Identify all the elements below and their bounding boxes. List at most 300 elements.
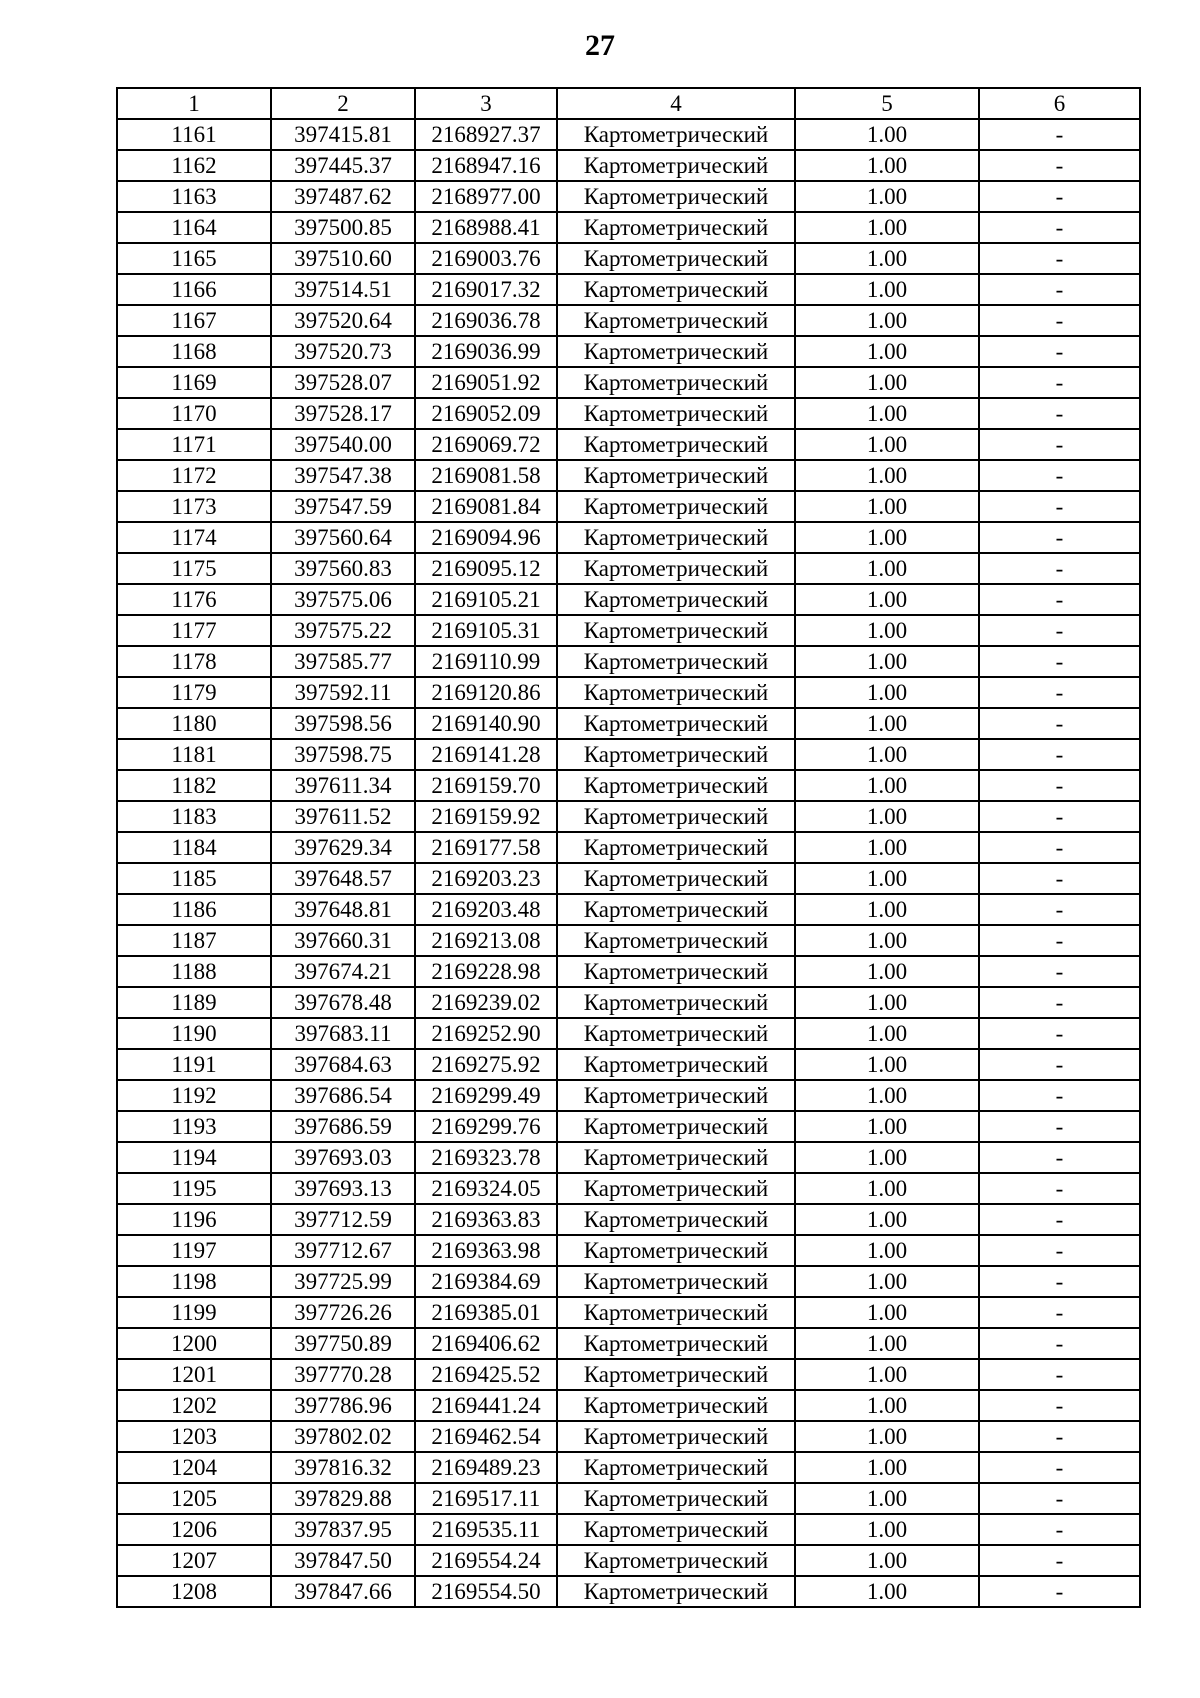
table-row bbox=[117, 1359, 1140, 1390]
accuracy-cell: 1.00 bbox=[795, 119, 979, 150]
method-cell: Картометрический bbox=[557, 956, 795, 987]
column-header-4: 4 bbox=[557, 88, 795, 119]
x-coordinate-cell: 397693.13 bbox=[271, 1173, 415, 1204]
accuracy-cell: 1.00 bbox=[795, 1390, 979, 1421]
table-row bbox=[117, 460, 1140, 491]
y-coordinate-cell: 2169105.21 bbox=[415, 584, 557, 615]
x-coordinate-cell: 397585.77 bbox=[271, 646, 415, 677]
description-cell: - bbox=[979, 739, 1140, 770]
point-number-cell: 1200 bbox=[117, 1328, 271, 1359]
accuracy-cell: 1.00 bbox=[795, 1142, 979, 1173]
y-coordinate-cell: 2169299.49 bbox=[415, 1080, 557, 1111]
description-cell: - bbox=[979, 1297, 1140, 1328]
point-number-cell: 1174 bbox=[117, 522, 271, 553]
accuracy-cell: 1.00 bbox=[795, 1204, 979, 1235]
x-coordinate-cell: 397816.32 bbox=[271, 1452, 415, 1483]
table-row bbox=[117, 1204, 1140, 1235]
table-row bbox=[117, 1173, 1140, 1204]
method-cell: Картометрический bbox=[557, 1514, 795, 1545]
description-cell: - bbox=[979, 181, 1140, 212]
description-cell: - bbox=[979, 243, 1140, 274]
accuracy-cell: 1.00 bbox=[795, 677, 979, 708]
description-cell: - bbox=[979, 305, 1140, 336]
y-coordinate-cell: 2169036.99 bbox=[415, 336, 557, 367]
point-number-cell: 1204 bbox=[117, 1452, 271, 1483]
method-cell: Картометрический bbox=[557, 367, 795, 398]
table-row bbox=[117, 522, 1140, 553]
description-cell: - bbox=[979, 1080, 1140, 1111]
x-coordinate-cell: 397660.31 bbox=[271, 925, 415, 956]
description-cell: - bbox=[979, 1328, 1140, 1359]
y-coordinate-cell: 2169425.52 bbox=[415, 1359, 557, 1390]
method-cell: Картометрический bbox=[557, 305, 795, 336]
method-cell: Картометрический bbox=[557, 460, 795, 491]
description-cell: - bbox=[979, 894, 1140, 925]
table-row bbox=[117, 832, 1140, 863]
table-row bbox=[117, 274, 1140, 305]
description-cell: - bbox=[979, 336, 1140, 367]
y-coordinate-cell: 2169517.11 bbox=[415, 1483, 557, 1514]
method-cell: Картометрический bbox=[557, 987, 795, 1018]
point-number-cell: 1171 bbox=[117, 429, 271, 460]
accuracy-cell: 1.00 bbox=[795, 739, 979, 770]
description-cell: - bbox=[979, 1359, 1140, 1390]
table-row bbox=[117, 553, 1140, 584]
method-cell: Картометрический bbox=[557, 1483, 795, 1514]
point-number-cell: 1201 bbox=[117, 1359, 271, 1390]
method-cell: Картометрический bbox=[557, 212, 795, 243]
y-coordinate-cell: 2169462.54 bbox=[415, 1421, 557, 1452]
table-row bbox=[117, 1235, 1140, 1266]
point-number-cell: 1193 bbox=[117, 1111, 271, 1142]
table-row bbox=[117, 1576, 1140, 1607]
description-cell: - bbox=[979, 1266, 1140, 1297]
description-cell: - bbox=[979, 553, 1140, 584]
table-row bbox=[117, 801, 1140, 832]
description-cell: - bbox=[979, 1452, 1140, 1483]
accuracy-cell: 1.00 bbox=[795, 305, 979, 336]
method-cell: Картометрический bbox=[557, 1297, 795, 1328]
point-number-cell: 1170 bbox=[117, 398, 271, 429]
x-coordinate-cell: 397712.67 bbox=[271, 1235, 415, 1266]
y-coordinate-cell: 2169535.11 bbox=[415, 1514, 557, 1545]
y-coordinate-cell: 2169140.90 bbox=[415, 708, 557, 739]
table-row bbox=[117, 119, 1140, 150]
point-number-cell: 1186 bbox=[117, 894, 271, 925]
method-cell: Картометрический bbox=[557, 615, 795, 646]
table-row bbox=[117, 491, 1140, 522]
description-cell: - bbox=[979, 1576, 1140, 1607]
x-coordinate-cell: 397500.85 bbox=[271, 212, 415, 243]
description-cell: - bbox=[979, 832, 1140, 863]
table-row bbox=[117, 1328, 1140, 1359]
point-number-cell: 1192 bbox=[117, 1080, 271, 1111]
description-cell: - bbox=[979, 1514, 1140, 1545]
column-header-6: 6 bbox=[979, 88, 1140, 119]
description-cell: - bbox=[979, 119, 1140, 150]
point-number-cell: 1191 bbox=[117, 1049, 271, 1080]
y-coordinate-cell: 2169228.98 bbox=[415, 956, 557, 987]
method-cell: Картометрический bbox=[557, 1390, 795, 1421]
method-cell: Картометрический bbox=[557, 1080, 795, 1111]
y-coordinate-cell: 2169177.58 bbox=[415, 832, 557, 863]
accuracy-cell: 1.00 bbox=[795, 1235, 979, 1266]
description-cell: - bbox=[979, 367, 1140, 398]
point-number-cell: 1165 bbox=[117, 243, 271, 274]
x-coordinate-cell: 397686.54 bbox=[271, 1080, 415, 1111]
point-number-cell: 1176 bbox=[117, 584, 271, 615]
table-row bbox=[117, 708, 1140, 739]
table-row bbox=[117, 429, 1140, 460]
table-row bbox=[117, 646, 1140, 677]
method-cell: Картометрический bbox=[557, 863, 795, 894]
x-coordinate-cell: 397837.95 bbox=[271, 1514, 415, 1545]
y-coordinate-cell: 2169252.90 bbox=[415, 1018, 557, 1049]
y-coordinate-cell: 2169239.02 bbox=[415, 987, 557, 1018]
accuracy-cell: 1.00 bbox=[795, 925, 979, 956]
point-number-cell: 1162 bbox=[117, 150, 271, 181]
x-coordinate-cell: 397712.59 bbox=[271, 1204, 415, 1235]
description-cell: - bbox=[979, 522, 1140, 553]
accuracy-cell: 1.00 bbox=[795, 894, 979, 925]
table-row bbox=[117, 1514, 1140, 1545]
description-cell: - bbox=[979, 460, 1140, 491]
x-coordinate-cell: 397648.57 bbox=[271, 863, 415, 894]
x-coordinate-cell: 397560.83 bbox=[271, 553, 415, 584]
x-coordinate-cell: 397415.81 bbox=[271, 119, 415, 150]
x-coordinate-cell: 397725.99 bbox=[271, 1266, 415, 1297]
point-number-cell: 1169 bbox=[117, 367, 271, 398]
x-coordinate-cell: 397611.52 bbox=[271, 801, 415, 832]
accuracy-cell: 1.00 bbox=[795, 1328, 979, 1359]
table-row bbox=[117, 1049, 1140, 1080]
x-coordinate-cell: 397683.11 bbox=[271, 1018, 415, 1049]
coordinates-table bbox=[116, 87, 1141, 1608]
y-coordinate-cell: 2169094.96 bbox=[415, 522, 557, 553]
description-cell: - bbox=[979, 770, 1140, 801]
column-header-1: 1 bbox=[117, 88, 271, 119]
method-cell: Картометрический bbox=[557, 429, 795, 460]
method-cell: Картометрический bbox=[557, 894, 795, 925]
accuracy-cell: 1.00 bbox=[795, 336, 979, 367]
method-cell: Картометрический bbox=[557, 243, 795, 274]
table-row bbox=[117, 1390, 1140, 1421]
accuracy-cell: 1.00 bbox=[795, 1018, 979, 1049]
y-coordinate-cell: 2169299.76 bbox=[415, 1111, 557, 1142]
method-cell: Картометрический bbox=[557, 1173, 795, 1204]
x-coordinate-cell: 397829.88 bbox=[271, 1483, 415, 1514]
table-row bbox=[117, 1111, 1140, 1142]
accuracy-cell: 1.00 bbox=[795, 1545, 979, 1576]
x-coordinate-cell: 397547.59 bbox=[271, 491, 415, 522]
accuracy-cell: 1.00 bbox=[795, 429, 979, 460]
table-row bbox=[117, 1018, 1140, 1049]
description-cell: - bbox=[979, 1545, 1140, 1576]
x-coordinate-cell: 397693.03 bbox=[271, 1142, 415, 1173]
point-number-cell: 1202 bbox=[117, 1390, 271, 1421]
method-cell: Картометрический bbox=[557, 584, 795, 615]
accuracy-cell: 1.00 bbox=[795, 522, 979, 553]
accuracy-cell: 1.00 bbox=[795, 553, 979, 584]
point-number-cell: 1161 bbox=[117, 119, 271, 150]
y-coordinate-cell: 2169081.84 bbox=[415, 491, 557, 522]
accuracy-cell: 1.00 bbox=[795, 801, 979, 832]
point-number-cell: 1182 bbox=[117, 770, 271, 801]
y-coordinate-cell: 2169095.12 bbox=[415, 553, 557, 584]
point-number-cell: 1189 bbox=[117, 987, 271, 1018]
y-coordinate-cell: 2168947.16 bbox=[415, 150, 557, 181]
table-row bbox=[117, 615, 1140, 646]
method-cell: Картометрический bbox=[557, 1328, 795, 1359]
accuracy-cell: 1.00 bbox=[795, 1049, 979, 1080]
y-coordinate-cell: 2169110.99 bbox=[415, 646, 557, 677]
table-row bbox=[117, 367, 1140, 398]
x-coordinate-cell: 397598.75 bbox=[271, 739, 415, 770]
accuracy-cell: 1.00 bbox=[795, 150, 979, 181]
accuracy-cell: 1.00 bbox=[795, 274, 979, 305]
page-number: 27 bbox=[585, 29, 615, 62]
y-coordinate-cell: 2169203.48 bbox=[415, 894, 557, 925]
x-coordinate-cell: 397847.50 bbox=[271, 1545, 415, 1576]
x-coordinate-cell: 397528.17 bbox=[271, 398, 415, 429]
x-coordinate-cell: 397547.38 bbox=[271, 460, 415, 491]
accuracy-cell: 1.00 bbox=[795, 1173, 979, 1204]
table-row bbox=[117, 739, 1140, 770]
table-row bbox=[117, 956, 1140, 987]
description-cell: - bbox=[979, 646, 1140, 677]
method-cell: Картометрический bbox=[557, 181, 795, 212]
accuracy-cell: 1.00 bbox=[795, 1111, 979, 1142]
point-number-cell: 1196 bbox=[117, 1204, 271, 1235]
accuracy-cell: 1.00 bbox=[795, 1297, 979, 1328]
y-coordinate-cell: 2169489.23 bbox=[415, 1452, 557, 1483]
method-cell: Картометрический bbox=[557, 1142, 795, 1173]
x-coordinate-cell: 397520.73 bbox=[271, 336, 415, 367]
point-number-cell: 1203 bbox=[117, 1421, 271, 1452]
method-cell: Картометрический bbox=[557, 1545, 795, 1576]
point-number-cell: 1190 bbox=[117, 1018, 271, 1049]
accuracy-cell: 1.00 bbox=[795, 398, 979, 429]
table-row bbox=[117, 1297, 1140, 1328]
table-row bbox=[117, 987, 1140, 1018]
y-coordinate-cell: 2169120.86 bbox=[415, 677, 557, 708]
accuracy-cell: 1.00 bbox=[795, 1266, 979, 1297]
accuracy-cell: 1.00 bbox=[795, 1452, 979, 1483]
description-cell: - bbox=[979, 1173, 1140, 1204]
point-number-cell: 1208 bbox=[117, 1576, 271, 1607]
table-row bbox=[117, 770, 1140, 801]
column-header-2: 2 bbox=[271, 88, 415, 119]
table-row bbox=[117, 1080, 1140, 1111]
description-cell: - bbox=[979, 491, 1140, 522]
table-row bbox=[117, 863, 1140, 894]
table-header-row bbox=[117, 88, 1140, 119]
description-cell: - bbox=[979, 429, 1140, 460]
description-cell: - bbox=[979, 1235, 1140, 1266]
y-coordinate-cell: 2168988.41 bbox=[415, 212, 557, 243]
table-row bbox=[117, 150, 1140, 181]
description-cell: - bbox=[979, 584, 1140, 615]
accuracy-cell: 1.00 bbox=[795, 491, 979, 522]
point-number-cell: 1188 bbox=[117, 956, 271, 987]
point-number-cell: 1184 bbox=[117, 832, 271, 863]
x-coordinate-cell: 397560.64 bbox=[271, 522, 415, 553]
accuracy-cell: 1.00 bbox=[795, 1483, 979, 1514]
accuracy-cell: 1.00 bbox=[795, 863, 979, 894]
x-coordinate-cell: 397487.62 bbox=[271, 181, 415, 212]
x-coordinate-cell: 397629.34 bbox=[271, 832, 415, 863]
y-coordinate-cell: 2169554.50 bbox=[415, 1576, 557, 1607]
method-cell: Картометрический bbox=[557, 398, 795, 429]
point-number-cell: 1172 bbox=[117, 460, 271, 491]
x-coordinate-cell: 397802.02 bbox=[271, 1421, 415, 1452]
description-cell: - bbox=[979, 801, 1140, 832]
method-cell: Картометрический bbox=[557, 150, 795, 181]
accuracy-cell: 1.00 bbox=[795, 646, 979, 677]
accuracy-cell: 1.00 bbox=[795, 1421, 979, 1452]
y-coordinate-cell: 2169323.78 bbox=[415, 1142, 557, 1173]
method-cell: Картометрический bbox=[557, 1018, 795, 1049]
table-row bbox=[117, 1266, 1140, 1297]
y-coordinate-cell: 2169385.01 bbox=[415, 1297, 557, 1328]
method-cell: Картометрический bbox=[557, 553, 795, 584]
point-number-cell: 1199 bbox=[117, 1297, 271, 1328]
point-number-cell: 1178 bbox=[117, 646, 271, 677]
table-row bbox=[117, 584, 1140, 615]
x-coordinate-cell: 397598.56 bbox=[271, 708, 415, 739]
y-coordinate-cell: 2169554.24 bbox=[415, 1545, 557, 1576]
point-number-cell: 1197 bbox=[117, 1235, 271, 1266]
point-number-cell: 1185 bbox=[117, 863, 271, 894]
description-cell: - bbox=[979, 615, 1140, 646]
table-row bbox=[117, 398, 1140, 429]
method-cell: Картометрический bbox=[557, 832, 795, 863]
method-cell: Картометрический bbox=[557, 677, 795, 708]
y-coordinate-cell: 2169363.83 bbox=[415, 1204, 557, 1235]
accuracy-cell: 1.00 bbox=[795, 956, 979, 987]
method-cell: Картометрический bbox=[557, 1452, 795, 1483]
point-number-cell: 1180 bbox=[117, 708, 271, 739]
point-number-cell: 1206 bbox=[117, 1514, 271, 1545]
x-coordinate-cell: 397575.06 bbox=[271, 584, 415, 615]
table-row bbox=[117, 1483, 1140, 1514]
y-coordinate-cell: 2169363.98 bbox=[415, 1235, 557, 1266]
point-number-cell: 1164 bbox=[117, 212, 271, 243]
method-cell: Картометрический bbox=[557, 1266, 795, 1297]
point-number-cell: 1187 bbox=[117, 925, 271, 956]
accuracy-cell: 1.00 bbox=[795, 1080, 979, 1111]
method-cell: Картометрический bbox=[557, 1359, 795, 1390]
method-cell: Картометрический bbox=[557, 739, 795, 770]
table-row bbox=[117, 243, 1140, 274]
y-coordinate-cell: 2169141.28 bbox=[415, 739, 557, 770]
x-coordinate-cell: 397592.11 bbox=[271, 677, 415, 708]
point-number-cell: 1205 bbox=[117, 1483, 271, 1514]
description-cell: - bbox=[979, 1204, 1140, 1235]
accuracy-cell: 1.00 bbox=[795, 181, 979, 212]
x-coordinate-cell: 397514.51 bbox=[271, 274, 415, 305]
point-number-cell: 1194 bbox=[117, 1142, 271, 1173]
description-cell: - bbox=[979, 212, 1140, 243]
point-number-cell: 1177 bbox=[117, 615, 271, 646]
method-cell: Картометрический bbox=[557, 646, 795, 677]
x-coordinate-cell: 397750.89 bbox=[271, 1328, 415, 1359]
x-coordinate-cell: 397684.63 bbox=[271, 1049, 415, 1080]
description-cell: - bbox=[979, 863, 1140, 894]
accuracy-cell: 1.00 bbox=[795, 1359, 979, 1390]
table-row bbox=[117, 1142, 1140, 1173]
y-coordinate-cell: 2169213.08 bbox=[415, 925, 557, 956]
description-cell: - bbox=[979, 925, 1140, 956]
table-row bbox=[117, 212, 1140, 243]
x-coordinate-cell: 397686.59 bbox=[271, 1111, 415, 1142]
y-coordinate-cell: 2169203.23 bbox=[415, 863, 557, 894]
table-row bbox=[117, 336, 1140, 367]
accuracy-cell: 1.00 bbox=[795, 1514, 979, 1545]
point-number-cell: 1163 bbox=[117, 181, 271, 212]
accuracy-cell: 1.00 bbox=[795, 584, 979, 615]
x-coordinate-cell: 397528.07 bbox=[271, 367, 415, 398]
accuracy-cell: 1.00 bbox=[795, 987, 979, 1018]
method-cell: Картометрический bbox=[557, 801, 795, 832]
y-coordinate-cell: 2169081.58 bbox=[415, 460, 557, 491]
point-number-cell: 1168 bbox=[117, 336, 271, 367]
accuracy-cell: 1.00 bbox=[795, 832, 979, 863]
method-cell: Картометрический bbox=[557, 522, 795, 553]
description-cell: - bbox=[979, 987, 1140, 1018]
table-row bbox=[117, 1421, 1140, 1452]
accuracy-cell: 1.00 bbox=[795, 212, 979, 243]
y-coordinate-cell: 2169159.70 bbox=[415, 770, 557, 801]
x-coordinate-cell: 397540.00 bbox=[271, 429, 415, 460]
method-cell: Картометрический bbox=[557, 1111, 795, 1142]
point-number-cell: 1173 bbox=[117, 491, 271, 522]
y-coordinate-cell: 2169069.72 bbox=[415, 429, 557, 460]
table-row bbox=[117, 305, 1140, 336]
description-cell: - bbox=[979, 956, 1140, 987]
y-coordinate-cell: 2169003.76 bbox=[415, 243, 557, 274]
x-coordinate-cell: 397520.64 bbox=[271, 305, 415, 336]
table-row bbox=[117, 894, 1140, 925]
x-coordinate-cell: 397611.34 bbox=[271, 770, 415, 801]
description-cell: - bbox=[979, 1421, 1140, 1452]
point-number-cell: 1198 bbox=[117, 1266, 271, 1297]
method-cell: Картометрический bbox=[557, 1049, 795, 1080]
x-coordinate-cell: 397770.28 bbox=[271, 1359, 415, 1390]
y-coordinate-cell: 2169324.05 bbox=[415, 1173, 557, 1204]
table-body bbox=[117, 119, 1140, 1607]
table-row bbox=[117, 925, 1140, 956]
y-coordinate-cell: 2169036.78 bbox=[415, 305, 557, 336]
y-coordinate-cell: 2169441.24 bbox=[415, 1390, 557, 1421]
method-cell: Картометрический bbox=[557, 708, 795, 739]
method-cell: Картометрический bbox=[557, 336, 795, 367]
description-cell: - bbox=[979, 1111, 1140, 1142]
column-header-5: 5 bbox=[795, 88, 979, 119]
point-number-cell: 1167 bbox=[117, 305, 271, 336]
accuracy-cell: 1.00 bbox=[795, 770, 979, 801]
y-coordinate-cell: 2169052.09 bbox=[415, 398, 557, 429]
point-number-cell: 1179 bbox=[117, 677, 271, 708]
method-cell: Картометрический bbox=[557, 274, 795, 305]
point-number-cell: 1181 bbox=[117, 739, 271, 770]
x-coordinate-cell: 397445.37 bbox=[271, 150, 415, 181]
accuracy-cell: 1.00 bbox=[795, 708, 979, 739]
description-cell: - bbox=[979, 150, 1140, 181]
x-coordinate-cell: 397674.21 bbox=[271, 956, 415, 987]
accuracy-cell: 1.00 bbox=[795, 615, 979, 646]
accuracy-cell: 1.00 bbox=[795, 367, 979, 398]
